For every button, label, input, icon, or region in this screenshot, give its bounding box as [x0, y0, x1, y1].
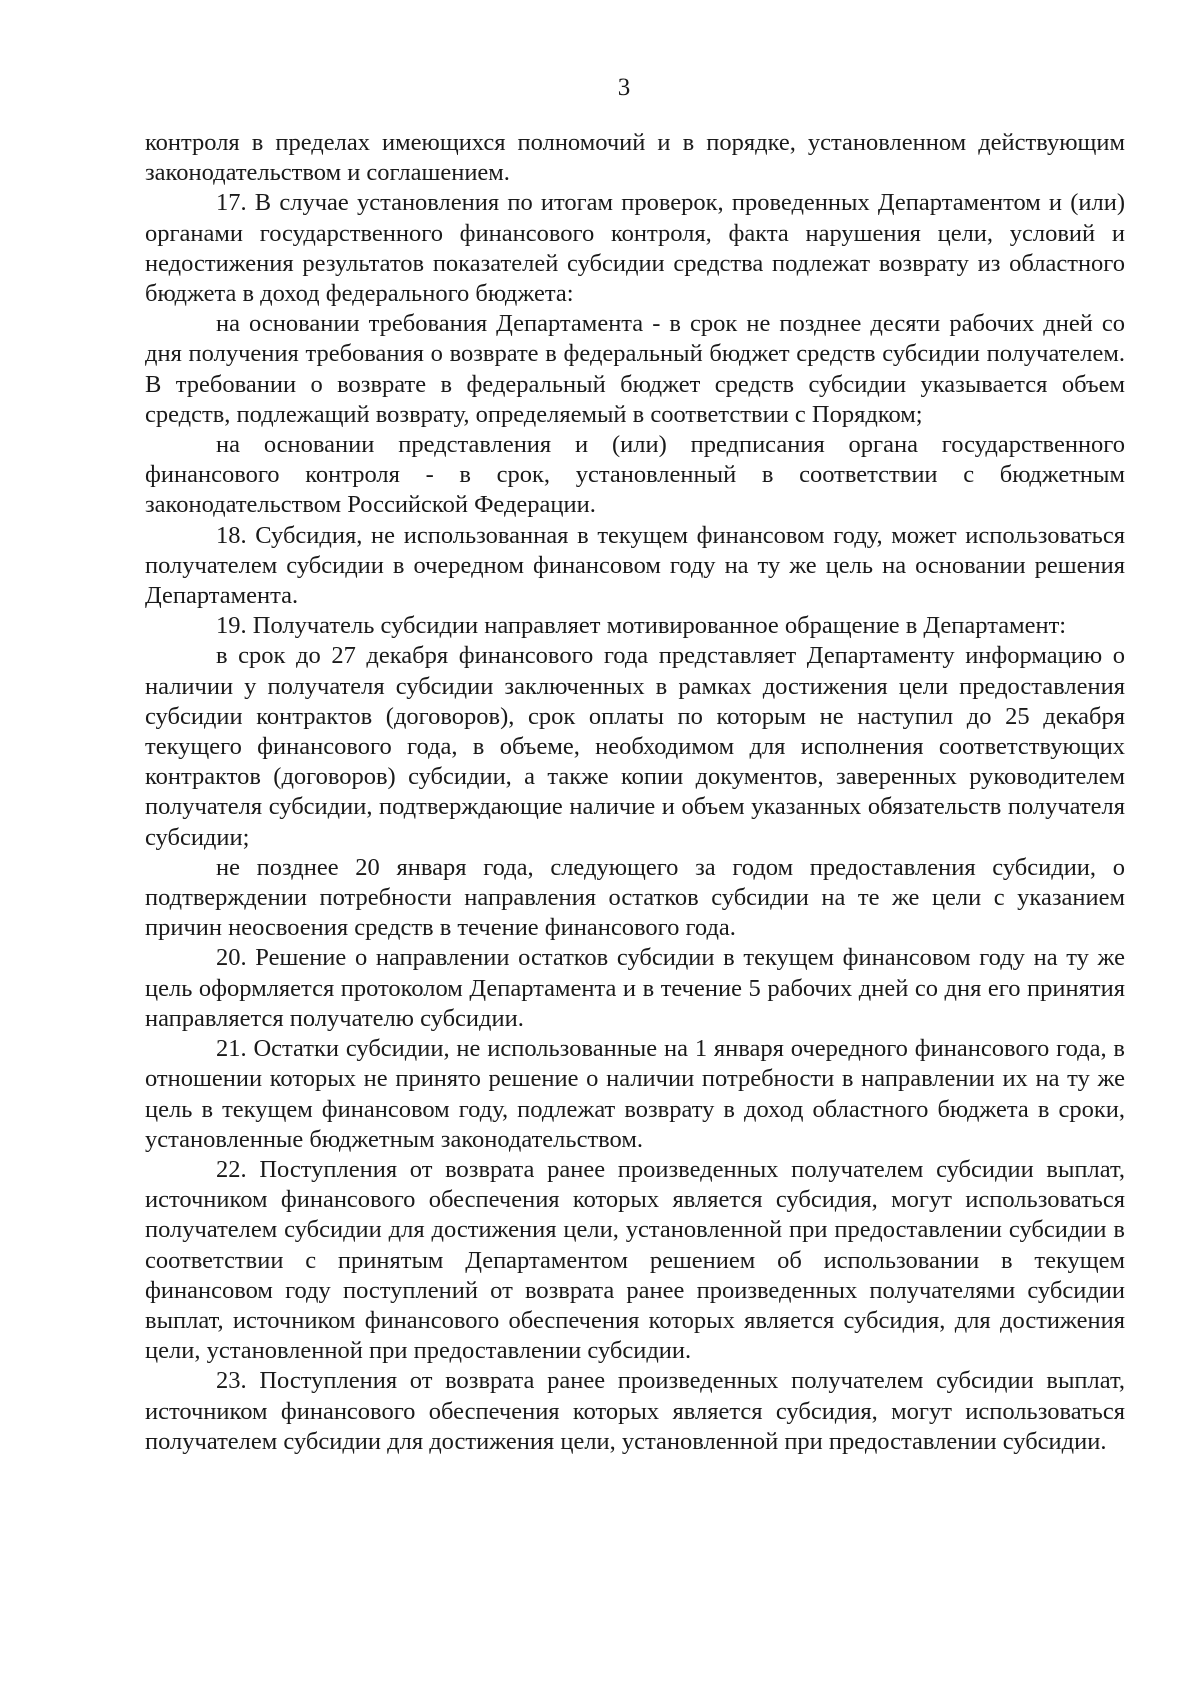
document-body — [145, 128, 1125, 1457]
paragraph-17-requirement: на основании требования Департамента - в срок не позднее десяти рабочих дней со дня получения требования о возврате в федеральный бюджет средств субсидии получателем. В требовании о возврате в федеральный бюджет средств субсидии указывается объем средств, подлежащий возврату, определяемый в соответствии с Порядком; — [145, 310, 1125, 428]
paragraph-19-deadline-january: не позднее 20 января года, следующего за годом предоставления субсидии, о подтверждении потребности направления остатков субсидии на те же цели с указанием причин неосвоения средств в течение финансового года. — [145, 853, 1125, 942]
paragraph-17: 17. В случае установления по итогам проверок, проведенных Департаментом и (или) органами государственного финансового контроля, факта нарушения цели, условий и недостижения результатов показателей субсидии средства подлежат возврату из областного бюджета в доход федерального бюджета: — [145, 189, 1125, 308]
paragraph-18: 18. Субсидия, не использованная в текущем финансовом году, может использоваться получателем субсидии в очередном финансовом году на ту же цель на основании решения Департамента. — [145, 521, 1125, 610]
paragraph-23: 23. Поступления от возврата ранее произведенных получателем субсидии выплат, источником финансового обеспечения которых является субсидия, могут использоваться получателем субсидии для достижения цели, установленной при предоставлении субсидии. — [145, 1367, 1125, 1455]
paragraph-22: 22. Поступления от возврата ранее произведенных получателем субсидии выплат, источником финансового обеспечения которых является субсидия, могут использоваться получателем субсидии для достижения цели, установленной при предоставлении субсидии в соответствии с принятым Департаментом решением об использовании в текущем финансовом году поступлений от возврата ранее произведенных получателями субсидии выплат, источником финансового обеспечения которых является субсидия, для достижения цели, установленной при предоставлении субсидии. — [145, 1155, 1125, 1365]
paragraph-20: 20. Решение о направлении остатков субсидии в текущем финансовом году на ту же цель оформляется протоколом Департамента и в течение 5 рабочих дней со дня его принятия направляется получателю субсидии. — [145, 944, 1125, 1032]
paragraph-continuation: контроля в пределах имеющихся полномочий и в порядке, установленном действующим законодательством и соглашением. — [145, 129, 1125, 187]
paragraph-17-order: на основании представления и (или) предписания органа государственного финансового контроля - в срок, установленный в соответствии с бюджетным законодательством Российской Федерации. — [145, 431, 1125, 519]
paragraph-19: 19. Получатель субсидии направляет мотивированное обращение в Департамент: — [216, 612, 1067, 640]
paragraph-21: 21. Остатки субсидии, не использованные на 1 января очередного финансового года, в отношении которых не принято решение о наличии потребности в направлении их на ту же цель в текущем финансовом году, подлежат возврату в доход областного бюджета в сроки, установленные бюджетным законодательством. — [145, 1035, 1125, 1153]
paragraph-19-deadline-december: в срок до 27 декабря финансового года представляет Департаменту информацию о наличии у получателя субсидии заключенных в рамках достижения цели предоставления субсидии контрактов (договоров), срок оплаты по которым не наступил до 25 декабря текущего финансового года, в объеме, необходимом для исполнения соответствующих контрактов (договоров) субсидии, а также копии документов, заверенных руководителем получателя субсидии, подтверждающие наличие и объем указанных обязательств получателя субсидии; — [145, 642, 1125, 851]
page-number: 3 — [617, 74, 631, 101]
